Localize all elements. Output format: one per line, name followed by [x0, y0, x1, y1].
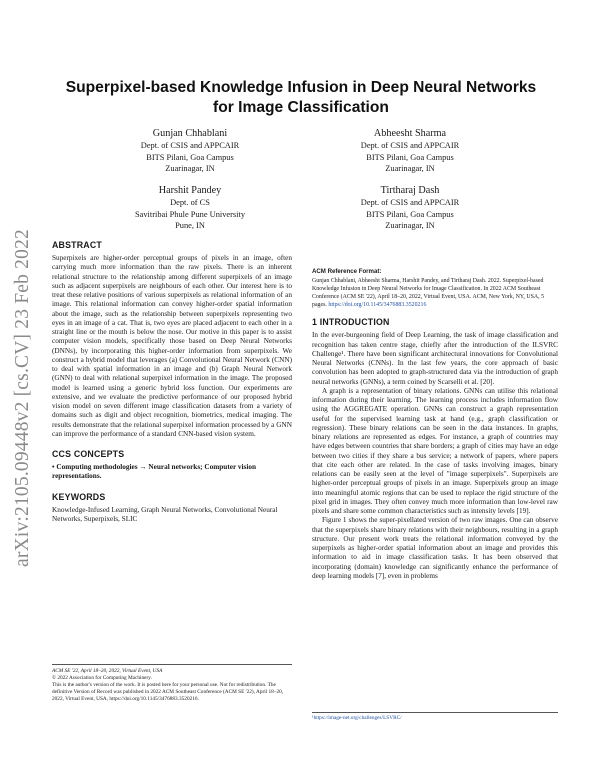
introduction-heading: 1 INTRODUCTION [312, 317, 390, 328]
author-name: Harshit Pandey [158, 185, 222, 196]
author-affiliation: Dept. of CSIS and APPCAIR [360, 198, 460, 207]
version-notice: This is the author's version of the work. It is posted here for your personal use. Not for redistribution. The definitive Version of Record was published in 2022 ACM Southeast Conference (ACM SE '22), April 18–20, 2022, Virtual Event, USA, https://doi.org/10.1145/3476883.3520216. [52, 682, 284, 702]
author-affiliation: Dept. of CSIS and APPCAIR [140, 141, 240, 150]
keywords-section [52, 492, 292, 525]
doi-link[interactable]: https://doi.org/10.1145/3476883.3520216 [328, 302, 427, 309]
ilsvrc-link[interactable]: ¹https://image-net.org/challenges/LSVRC/ [312, 715, 402, 721]
ccs-section [52, 449, 292, 482]
intro-paragraph-2: A graph is a representation of binary relations. GNNs can utilise this relational information during their learning. The learning process includes information flow using the AGGREGATE operation. GNNs can construct a graph representation useful for the supervised learning task at hand (e.g., graph classification or regression). These binary relations can be seen in the data instances. In graphs, binary relations are represented as edges. For instance, a graph of countries may have edges between countries that share borders; a graph of cities may have an edge between two cities if they share a bus service; a network of papers, where papers that cite each other are related. In the case of tasks involving images, binary relations can be easily seen at the level of "image superpixels". Superpixels are higher-order perceptual groups of pixels in an image. Superpixels group an image into meaningful atomic regions that can be used to replace the rigid structure of the pixel grid in images. They often convey much more information than low-level raw pixels and share some common characteristics such as intensity levels [19]. [312, 386, 558, 516]
author-affiliation: Dept. of CSIS and APPCAIR [360, 141, 460, 150]
title-line-1: Superpixel-based Knowledge Infusion in Deep Neural Networks [65, 79, 537, 96]
abstract-text: Superpixels are higher-order perceptual groups of pixels in an image, often carrying much more information than the raw pixels. There is an inherent relational structure to the relationship among different superpixels of an image such as adjacent superpixels are neighbours of each other. Our interest here is to treat these relative positions of various superpixels as relational information of an image. This relational information can convey higher-order spatial information about the image, such as the relationship between superpixels representing two eyes in an image of a cat. That is, two eyes are placed adjacent to each other in a straight line or the mouth is below the nose. Our motive in this paper is to assist computer vision models, specifically those based on Deep Neural Networks (DNNs), by incorporating this higher-order information from superpixels. We construct a hybrid model that leverages (a) Convolutional Neural Network (CNN) to deal with spatial information in an image and (b) Graph Neural Network (GNN) to deal with relational superpixel information in the image. The proposed model is learned using a generic hybrid loss function. Our experiments are extensive, and we evaluate the predictive performance of our proposed hybrid vision model on seven different image classification datasets from a variety of domains such as digit and object recognition, biometrics, medical imaging. The results demonstrate that the relational superpixel information processed by a GNN can improve the performance of a standard CNN-based vision system. [52, 254, 292, 438]
introduction-section [312, 317, 558, 581]
author-block-2 [330, 127, 490, 175]
ccs-heading: CCS CONCEPTS [52, 449, 125, 459]
right-column [312, 268, 558, 581]
title-line-2: for Image Classification [213, 99, 389, 116]
author-affiliation: Zuarinagar, IN [165, 164, 215, 173]
author-affiliation: Savitribai Phule Pune University [134, 209, 246, 219]
intro-paragraph-3: Figure 1 shows the super-pixellated version of two raw images. One can observe that the superpixels share binary relations with their neighbours, resulting in a graph structure. Our present work treats the relational information conveyed by the superpixels as higher-order spatial information about an image and provides this information to aid in image classification tasks. It has been observed that incorporating (domain) knowledge can significantly enhance the performance of deep learning models [7], even in problems [312, 516, 558, 580]
conference-line: ACM SE '22, April 18–20, 2022, Virtual Event, USA [52, 668, 163, 674]
author-affiliation: Zuarinagar, IN [385, 164, 435, 173]
left-column [52, 240, 292, 524]
author-block-3 [110, 184, 270, 232]
copyright-line: © 2022 Association for Computing Machinery. [52, 675, 152, 681]
author-block-4 [330, 184, 490, 232]
author-affiliation: BITS Pilani, Goa Campus [366, 152, 454, 162]
paper-title [45, 78, 557, 118]
arxiv-id-text: arXiv:2105.09448v2 [cs.CV] 23 Feb 2022 [12, 228, 33, 567]
author-name: Tirtharaj Dash [380, 185, 440, 196]
intro-paragraph-1: In the ever-burgeoning field of Deep Learning, the task of image classification and recognition has taken centre stage, chiefly after the introduction of the ILSVRC Challenge¹. There have been significant architectural innovations for Convolutional Neural Networks (CNNs). In the last few years, the core approach of basic convolution has been adopted to graph-structured data via the introduction of graph neural networks (GNNs), a term coined by Scarselli et al. [20]. [312, 331, 558, 386]
keywords-text: Knowledge-Infused Learning, Graph Neural Networks, Convolutional Neural Networks, Superpixels, SLIC [52, 505, 278, 523]
author-affiliation: Pune, IN [175, 221, 205, 230]
copyright-footnote [52, 664, 292, 703]
ccs-concepts-text: • Computing methodologies → Neural networks; Computer vision representations. [52, 463, 256, 481]
author-affiliation: Zuarinagar, IN [385, 221, 435, 230]
footnote-ilsvrc [312, 712, 558, 721]
reference-format-text: Gunjan Chhablani, Abheesht Sharma, Harshit Pandey, and Tirtharaj Dash. 2022. Superpixel-based Knowledge Infusion in Deep Neural Networks for Image Classification. In 2022 ACM Southeast Conference (ACM SE '22), April 18–20, 2022, Virtual Event, USA. ACM, New York, NY, USA, 5 pages. [312, 278, 545, 309]
abstract-heading: ABSTRACT [52, 240, 102, 250]
author-block-1 [110, 127, 270, 175]
author-name: Gunjan Chhablani [152, 128, 228, 139]
author-affiliation: BITS Pilani, Goa Campus [146, 152, 234, 162]
author-affiliation: Dept. of CS [170, 198, 210, 207]
author-name: Abheesht Sharma [373, 128, 447, 139]
keywords-heading: KEYWORDS [52, 491, 106, 502]
reference-format-block [312, 268, 558, 309]
reference-format-label: ACM Reference Format: [312, 268, 382, 275]
arxiv-sidebar-identifier [6, 205, 40, 590]
author-affiliation: BITS Pilani, Goa Campus [366, 209, 454, 219]
